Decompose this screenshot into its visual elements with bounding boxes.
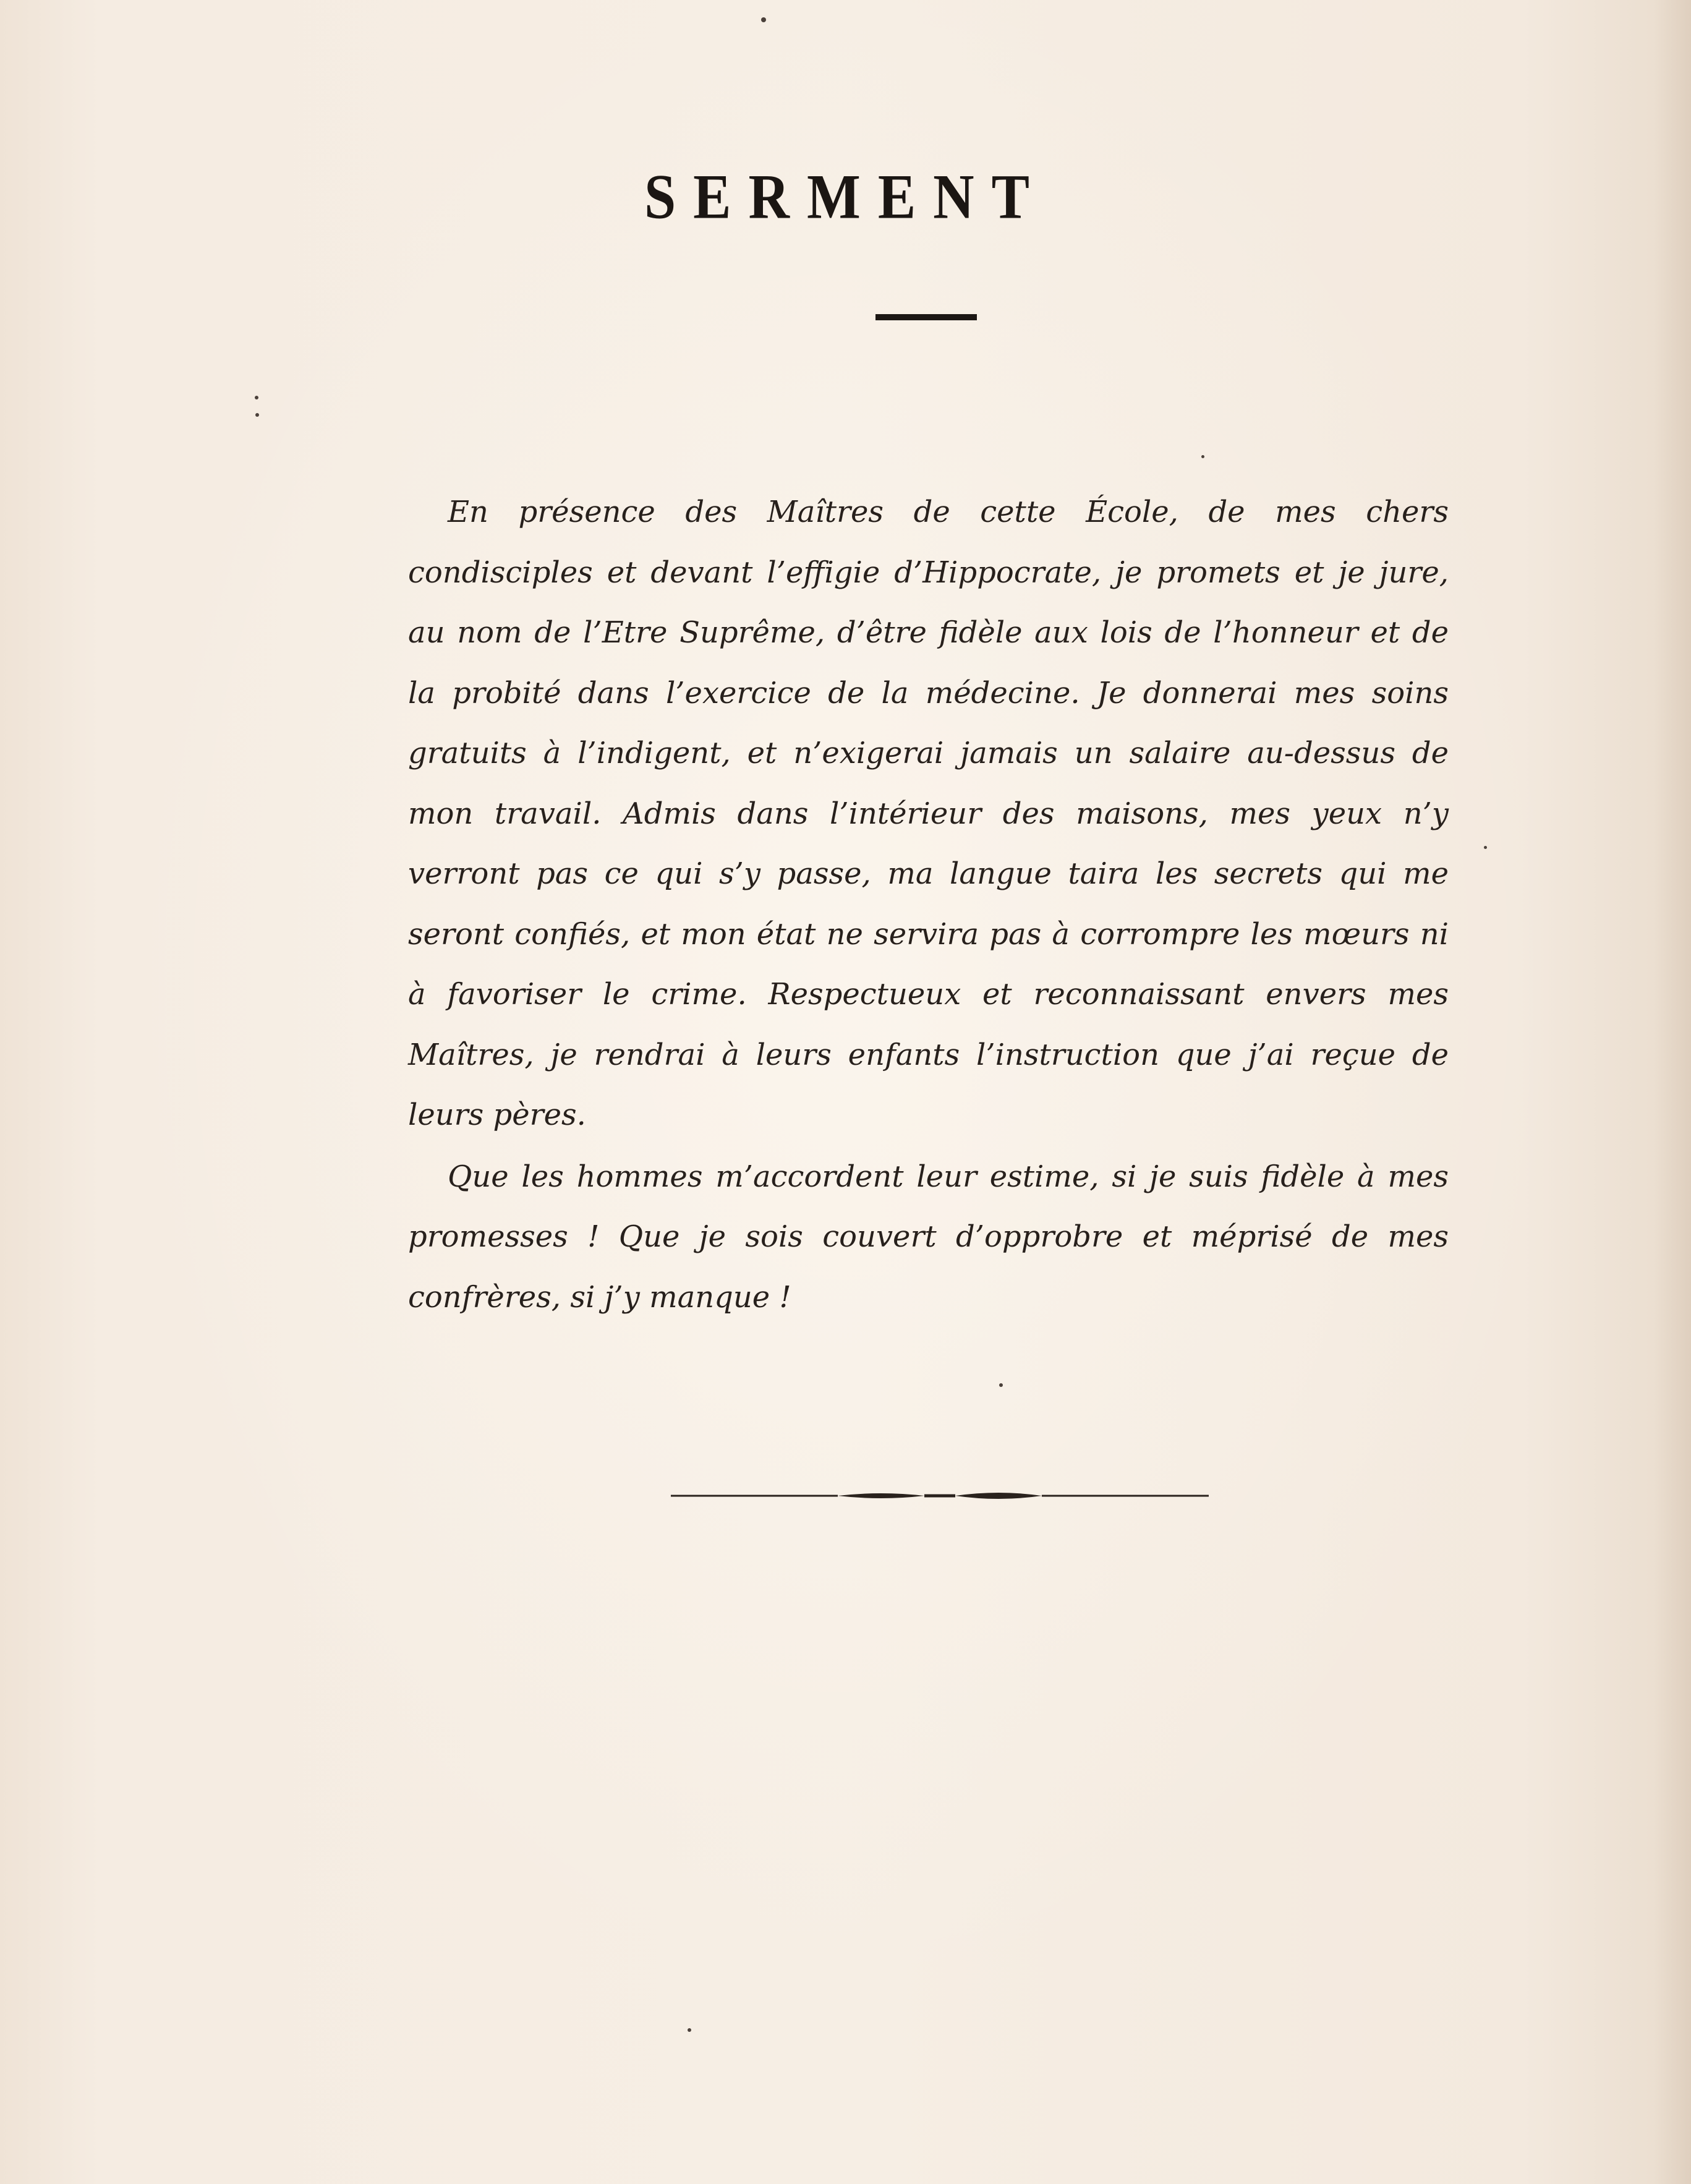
paper-speck bbox=[688, 2028, 691, 2032]
closing-ornament bbox=[671, 1487, 1209, 1504]
paper-speck bbox=[761, 17, 766, 22]
paper-speck bbox=[1201, 455, 1204, 458]
paper-speck bbox=[999, 1383, 1003, 1387]
paper-speck bbox=[255, 396, 258, 399]
title-divider bbox=[875, 314, 977, 320]
paper-speck bbox=[255, 413, 259, 417]
paper-speck bbox=[1484, 846, 1487, 849]
page-title: SERMENT bbox=[644, 161, 1047, 232]
oath-paragraph-1: En présence des Maîtres de cette École, de mes chers condisciples et devant l’effigie d’Hippocrate, je promets et je jure, au nom de l’Etre Suprême, d’être fidèle aux lois de l’honneur et de la probité dans l’exercice de la médecine. Je donnerai mes soins gratuits à l’indigent, et n’exigerai jamais un salaire au-dessus de mon travail. Admis dans l’intérieur des maisons, mes yeux n’y verront pas ce qui s’y passe, ma langue taira les secrets qui me seront confiés, et mon état ne servira pas à corrompre les mœurs ni à favoriser le crime. Respectueux et reconnaissant envers mes Maîtres, je rendrai à leurs enfants l’instruction que j’ai reçue de leurs pères. bbox=[408, 495, 1449, 1132]
oath-text bbox=[408, 482, 1449, 1328]
oath-paragraph-2: Que les hommes m’accordent leur estime, si je suis fidèle à mes promesses ! Que je sois couvert d’opprobre et méprisé de mes confrères, si j’y manque ! bbox=[408, 1159, 1449, 1315]
paper-edge-shadow bbox=[1654, 0, 1691, 2184]
